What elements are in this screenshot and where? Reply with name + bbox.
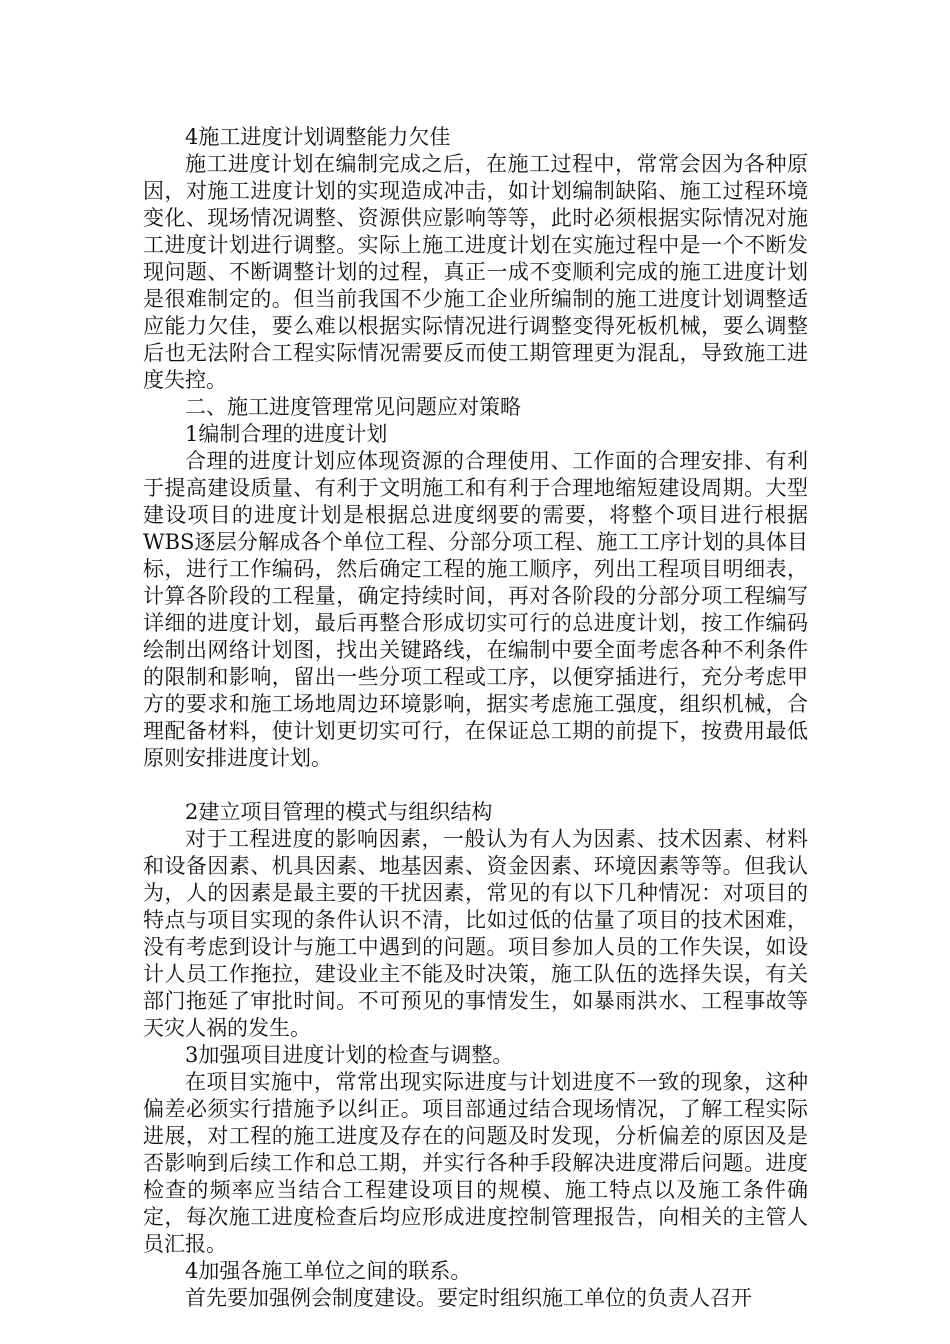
section-heading-schedule-adjustment: 4施工进度计划调整能力欠佳 — [185, 125, 451, 149]
section-heading-reasonable-plan: 1编制合理的进度计划 — [185, 422, 388, 446]
paragraph-schedule-adjustment: 施工进度计划在编制完成之后，在施工过程中，常常会因为各种原因，对施工进度计划的实现造成冲击，如计划编制缺陷、施工过程环境变化、现场情况调整、资源供应影响等等，此时必须根据实际情况对施工进度计划进行调整。实际上施工进度计划在实施过程中是一个不断发现问题、不断调整计划的过程，真正一成不变顺利完成的施工进度计划是很难制定的。但当前我国不少施工企业所编制的施工进度计划调整适应能力欠佳，要么难以根据实际情况进行调整变得死板机械，要么调整后也无法附合工程实际情况需要反而使工期管理更为混乱，导致施工进度失控。 — [143, 152, 808, 392]
section-heading-inspection: 3加强项目进度计划的检查与调整。 — [185, 1043, 514, 1067]
section-heading-management-model: 2建立项目管理的模式与组织结构 — [185, 800, 493, 824]
paragraph-management-model: 对于工程进度的影响因素，一般认为有人为因素、技术因素、材料和设备因素、机具因素、地基因素、资金因素、环境因素等等。但我认为，人的因素是最主要的干扰因素，常见的有以下几种情况：对项目的特点与项目实现的条件认识不清，比如过低的估量了项目的技术困难，没有考虑到设计与施工中遇到的问题。项目参加人员的工作失误，如设计人员工作拖拉，建设业主不能及时决策，施工队伍的选择失误，有关部门拖延了审批时间。不可预见的事情发生，如暴雨洪水、工程事故等天灾人祸的发生。 — [143, 827, 808, 1040]
blank-line — [143, 772, 808, 799]
paragraph-inspection: 在项目实施中，常常出现实际进度与计划进度不一致的现象，这种偏差必须实行措施予以纠正。项目部通过结合现场情况，了解工程实际进展，对工程的施工进度及存在的问题及时发现，分析偏差的原因及是否影响到后续工作和总工期，并实行各种手段解决进度滞后问题。进度检查的频率应当结合工程建设项目的规模、施工特点以及施工条件确定，每次施工进度检查后均应形成进度控制管理报告，向相关的主管人员汇报。 — [143, 1070, 808, 1256]
paragraph-coordination: 首先要加强例会制度建设。要定时组织施工单位的负责人召开 — [185, 1286, 752, 1310]
section-heading-coordination: 4加强各施工单位之间的联系。 — [185, 1259, 472, 1283]
document-body — [143, 124, 808, 1312]
section-heading-countermeasures: 二、施工进度管理常见问题应对策略 — [185, 395, 521, 419]
paragraph-reasonable-plan: 合理的进度计划应体现资源的合理使用、工作面的合理安排、有利于提高建设质量、有利于文明施工和有利于合理地缩短建设周期。大型建设项目的进度计划是根据总进度纲要的需要，将整个项目进行根据WBS逐层分解成各个单位工程、分部分项工程、施工工序计划的具体目标，进行工作编码，然后确定工程的施工顺序，列出工程项目明细表，计算各阶段的工程量，确定持续时间，再对各阶段的分部分项工程编写详细的进度计划，最后再整合形成切实可行的总进度计划，按工作编码绘制出网络计划图，找出关键路线，在编制中要全面考虑各种不利条件的限制和影响，留出一些分项工程或工序，以便穿插进行，充分考虑甲方的要求和施工场地周边环境影响，据实考虑施工强度，组织机械，合理配备材料，使计划更切实可行，在保证总工期的前提下，按费用最低原则安排进度计划。 — [143, 449, 808, 770]
